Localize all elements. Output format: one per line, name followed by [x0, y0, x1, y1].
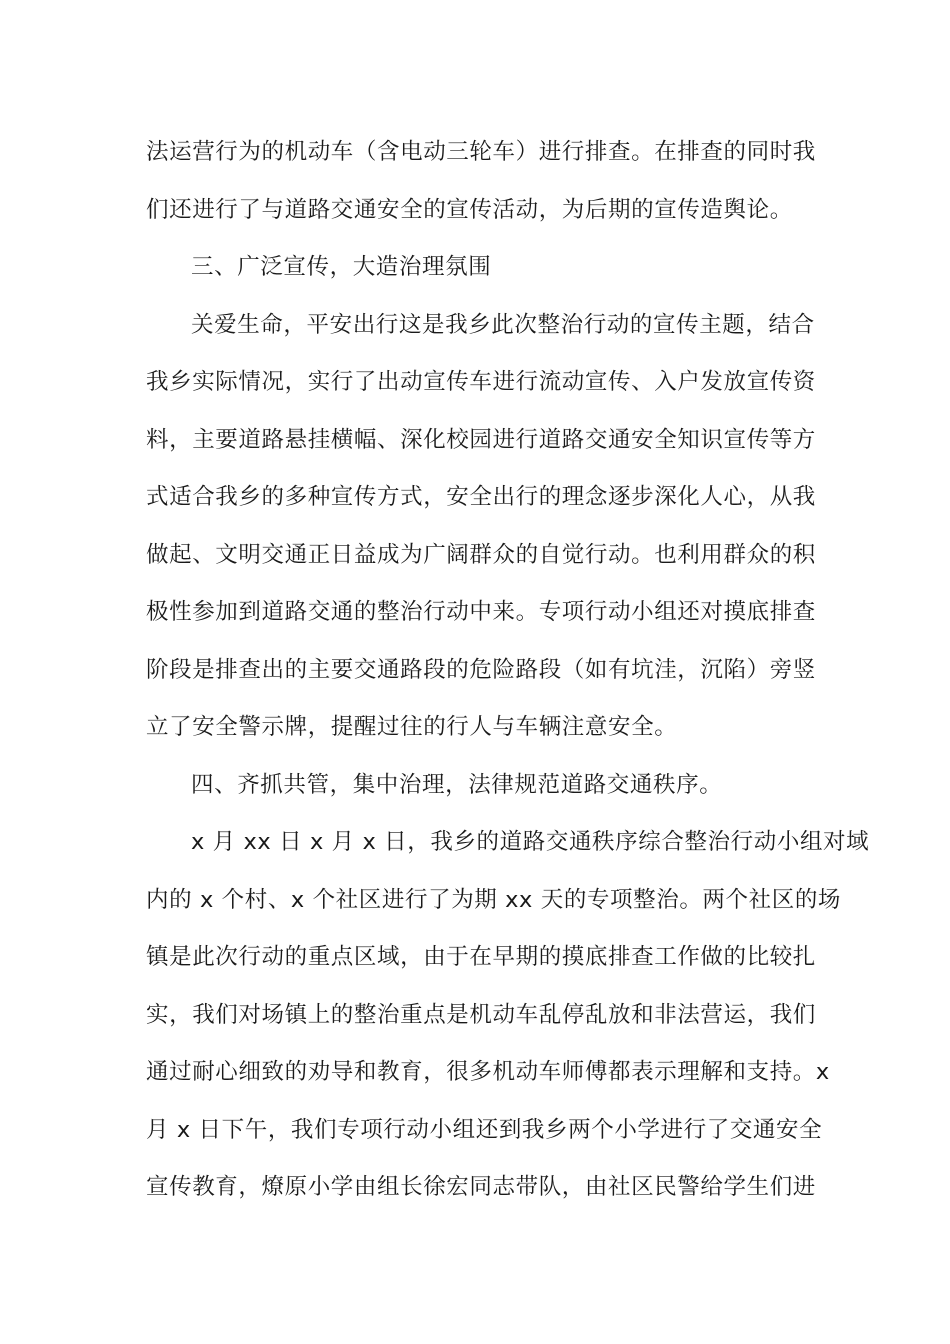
paragraph-line: 做起、文明交通正日益成为广阔群众的自觉行动。也利用群众的积	[146, 541, 816, 568]
paragraph-line: 实，我们对场镇上的整治重点是机动车乱停乱放和非法营运，我们	[146, 1001, 816, 1028]
paragraph-line: 关爱生命，平安出行这是我乡此次整治行动的宣传主题，结合	[191, 311, 815, 338]
paragraph-line: 通过耐心细致的劝导和教育，很多机动车师傅都表示理解和支持。x	[146, 1059, 830, 1085]
paragraph-line: 镇是此次行动的重点区域，由于在早期的摸底排查工作做的比较扎	[146, 944, 816, 970]
paragraph-line: 宣传教育，燎原小学由组长徐宏同志带队，由社区民警给学生们进	[146, 1174, 816, 1200]
paragraph-line: 法运营行为的机动车（含电动三轮车）进行排查。在排查的同时我	[146, 139, 816, 165]
section-heading: 三、广泛宣传，大造治理氛围	[191, 254, 492, 280]
paragraph-line: 们还进行了与道路交通安全的宣传活动，为后期的宣传造舆论。	[146, 196, 793, 223]
paragraph-line: 内的 x 个村、x 个社区进行了为期 xx 天的专项整治。两个社区的场	[146, 886, 842, 913]
paragraph-line: 极性参加到道路交通的整治行动中来。专项行动小组还对摸底排查	[146, 599, 816, 625]
paragraph-line: 月 x 日下午，我们专项行动小组还到我乡两个小学进行了交通安全	[146, 1116, 823, 1143]
paragraph-line: 式适合我乡的多种宣传方式，安全出行的理念逐步深化人心，从我	[146, 484, 816, 510]
paragraph-line: x 月 xx 日 x 月 x 日，我乡的道路交通秩序综合整治行动小组对域	[191, 829, 870, 855]
paragraph-line: 料，主要道路悬挂横幅、深化校园进行道路交通安全知识宣传等方	[146, 426, 816, 453]
section-heading: 四、齐抓共管，集中治理，法律规范道路交通秩序。	[191, 771, 723, 798]
body-text	[146, 124, 870, 1217]
paragraph-line: 我乡实际情况，实行了出动宣传车进行流动宣传、入户发放宣传资	[146, 369, 816, 395]
paragraph-line: 阶段是排查出的主要交通路段的危险路段（如有坑洼，沉陷）旁竖	[146, 656, 816, 683]
paragraph-line: 立了安全警示牌，提醒过往的行人与车辆注意安全。	[146, 714, 678, 740]
